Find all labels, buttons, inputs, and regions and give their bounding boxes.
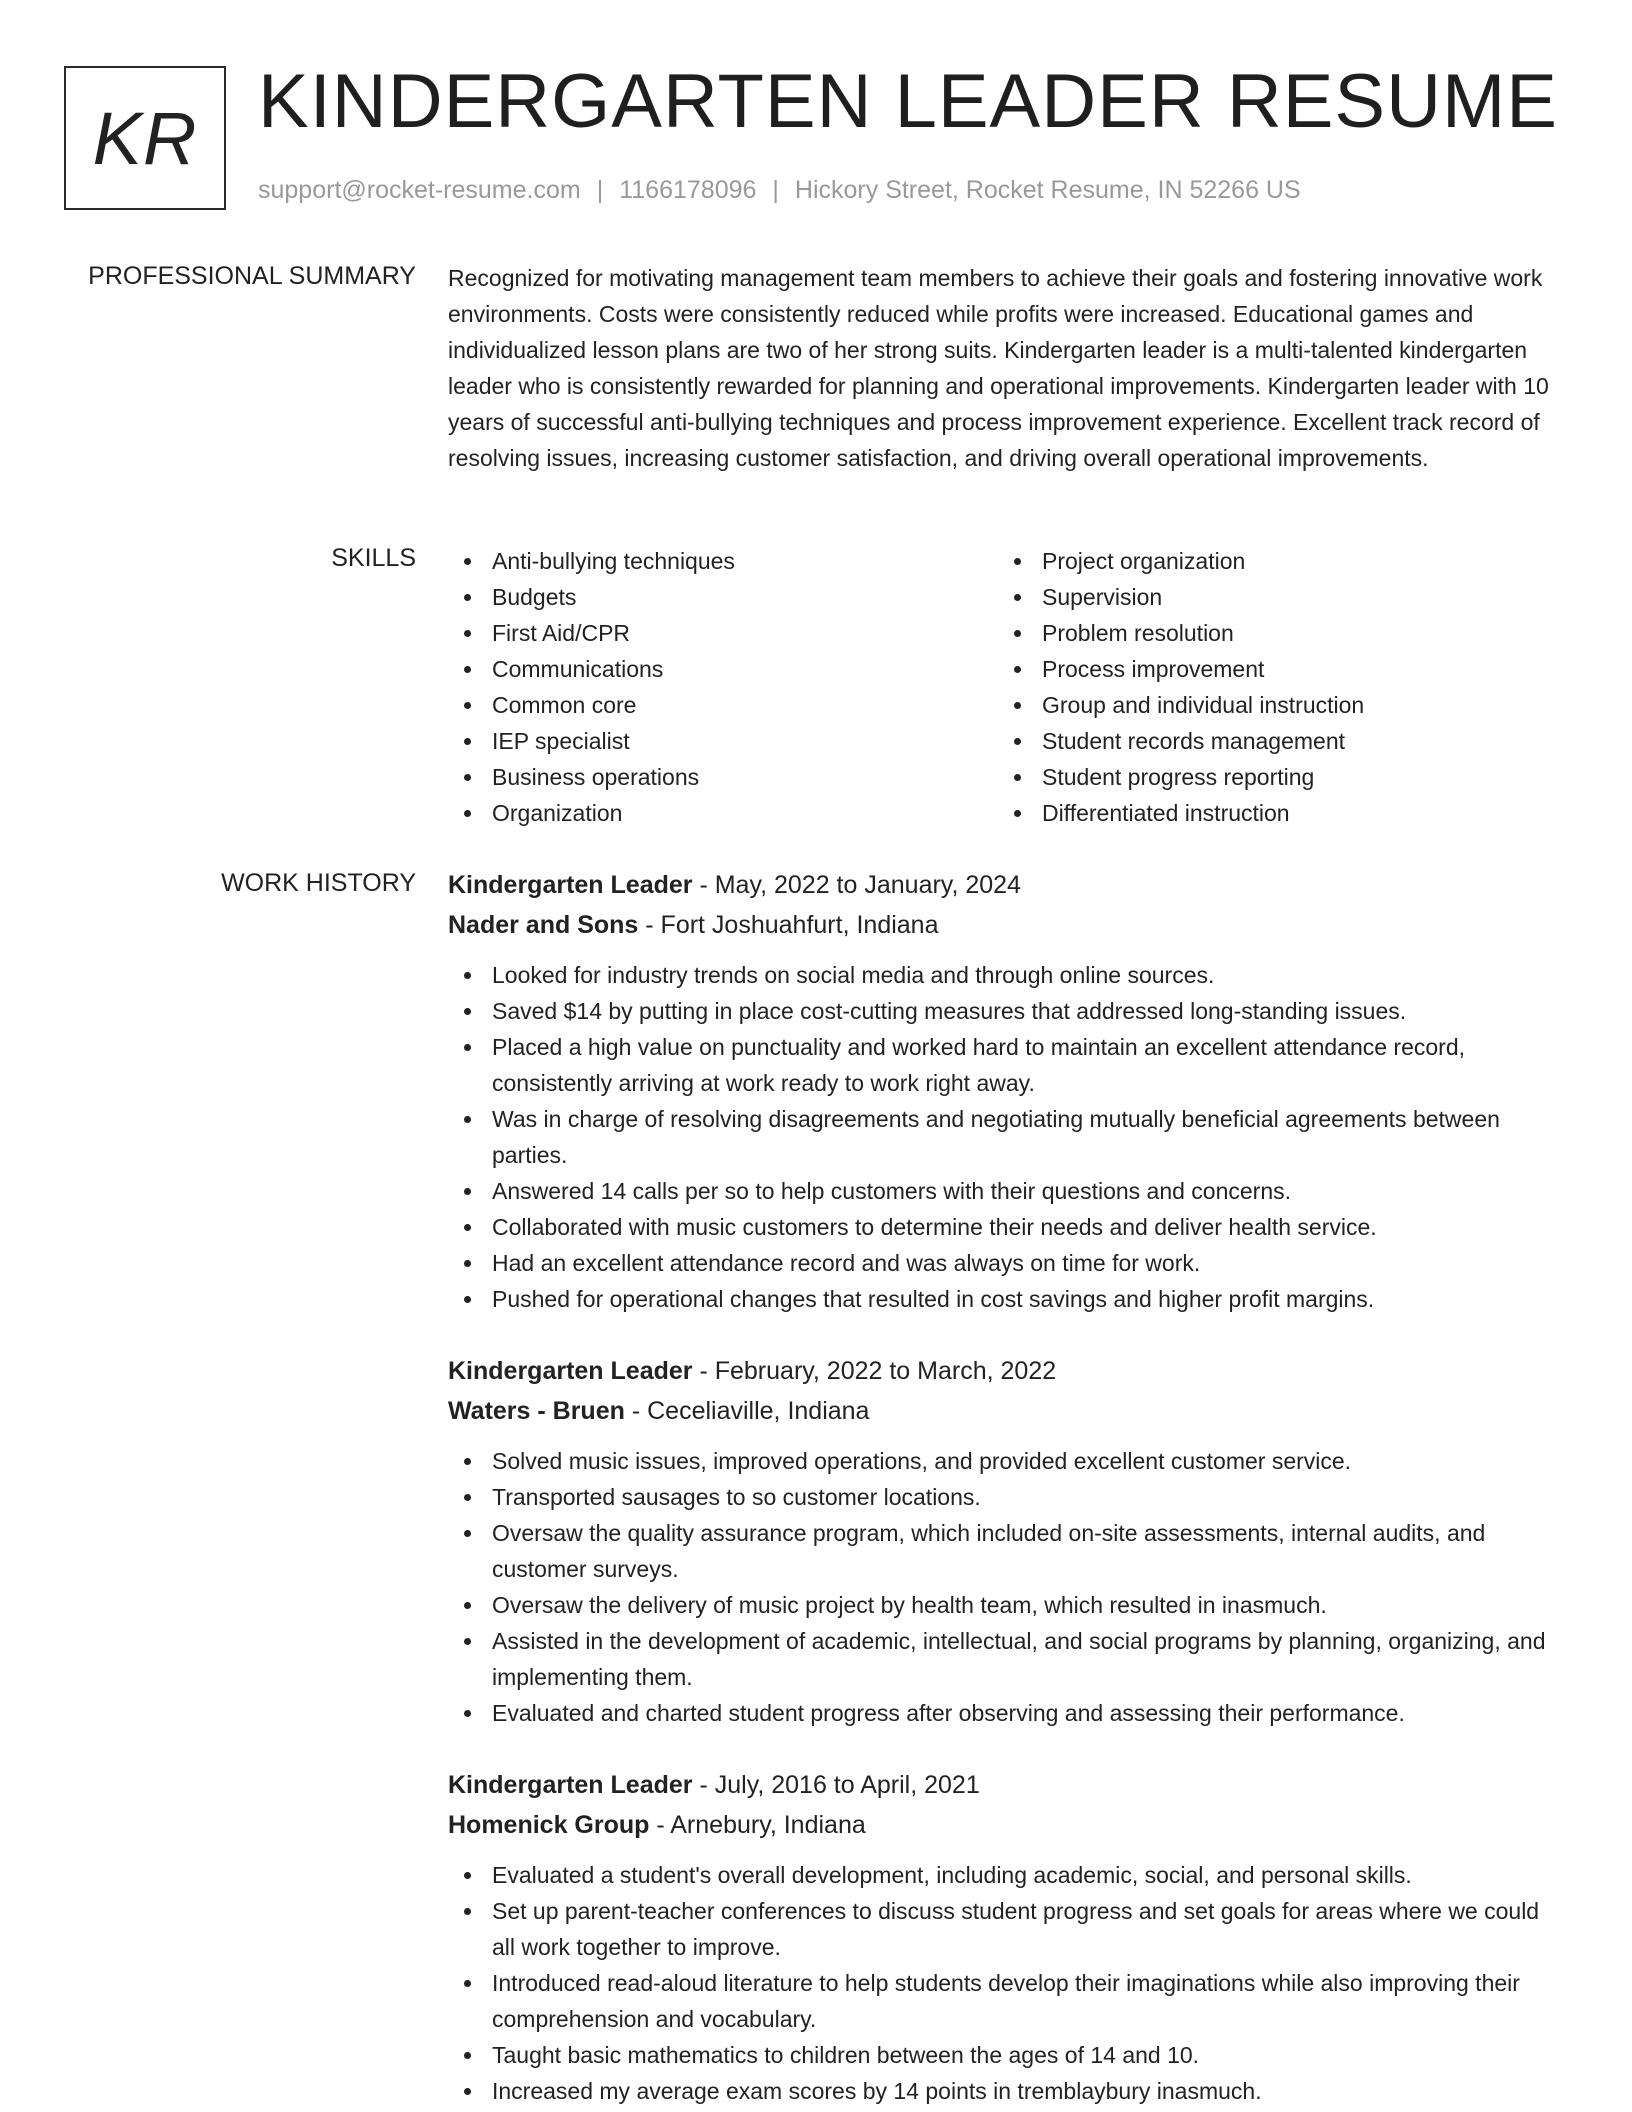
job-dates: - May, 2022 to January, 2024 [692, 871, 1021, 899]
job-duty-item: Taught basic mathematics to children between the ages of 14 and 10. [448, 2037, 1568, 2073]
section-label-summary: PROFESSIONAL SUMMARY [88, 262, 416, 290]
job-duty-item: Collaborated with music customers to determine their needs and deliver health service. [448, 1209, 1568, 1245]
skills-section [448, 543, 1568, 831]
monogram-initials: KR [92, 96, 198, 180]
contact-address: Hickory Street, Rocket Resume, IN 52266 US [794, 176, 1301, 204]
skill-item: Process improvement [998, 651, 1548, 687]
skills-list-right [998, 543, 1548, 831]
summary-text: Recognized for motivating management team members to achieve their goals and fostering innovative work environments. Costs were consistently reduced while profits were increased. Educational games and individualized lesson plans are two of her strong suits. Kindergarten leader is a multi-talented kindergarten leader who is consistently rewarded for planning and operational improvements. Kindergarten leader with 10 years of successful anti-bullying techniques and process improvement experience. Excellent track record of resolving issues, increasing customer satisfaction, and driving overall operational improvements. [448, 265, 1549, 471]
summary-section [448, 260, 1568, 476]
job-title: Kindergarten Leader [448, 871, 693, 899]
job-location: - Fort Joshuahfurt, Indiana [638, 911, 939, 939]
job-duty-item: Transported sausages to so customer locations. [448, 1479, 1568, 1515]
job-duty-item: Was in charge of resolving disagreements and negotiating mutually beneficial agreements between parties. [448, 1101, 1568, 1173]
job-title-line [448, 1351, 1568, 1391]
skill-item: Supervision [998, 579, 1548, 615]
job-duty-item: Solved music issues, improved operations, and provided excellent customer service. [448, 1443, 1568, 1479]
job-duty-item: Introduced read-aloud literature to help students develop their imaginations while also improving their comprehension and vocabulary. [448, 1965, 1568, 2037]
skill-item: Business operations [448, 759, 998, 795]
job-company-line [448, 1805, 1568, 1845]
job-duty-item: Placed a high value on punctuality and worked hard to maintain an excellent attendance record, consistently arriving at work ready to work right away. [448, 1029, 1568, 1101]
job-entry [448, 1765, 1568, 2109]
skills-columns [448, 543, 1568, 831]
skill-item: Group and individual instruction [998, 687, 1548, 723]
job-duty-item: Evaluated a student's overall development, including academic, social, and personal skills. [448, 1857, 1568, 1893]
job-duty-item: Evaluated and charted student progress after observing and assessing their performance. [448, 1695, 1568, 1731]
skill-item: Organization [448, 795, 998, 831]
work-history-section [448, 865, 1568, 2112]
job-duties-list [448, 1857, 1568, 2109]
job-title: Kindergarten Leader [448, 1771, 693, 1799]
job-duty-item: Oversaw the delivery of music project by health team, which resulted in inasmuch. [448, 1587, 1568, 1623]
contact-separator: | [596, 176, 604, 204]
job-title-line [448, 1765, 1568, 1805]
contact-phone[interactable]: 1166178096 [619, 176, 757, 204]
monogram-box [64, 66, 226, 210]
job-dates: - February, 2022 to March, 2022 [692, 1357, 1057, 1385]
job-company-line [448, 1391, 1568, 1431]
job-location: - Ceceliaville, Indiana [624, 1397, 870, 1425]
skill-item: Student progress reporting [998, 759, 1548, 795]
skill-item: Anti-bullying techniques [448, 543, 998, 579]
job-duty-item: Set up parent-teacher conferences to discuss student progress and set goals for areas where we could all work together to improve. [448, 1893, 1568, 1965]
job-dates: - July, 2016 to April, 2021 [692, 1771, 980, 1799]
job-duty-item: Assisted in the development of academic, intellectual, and social programs by planning, organizing, and implementing them. [448, 1623, 1568, 1695]
job-duty-item: Oversaw the quality assurance program, which included on-site assessments, internal audits, and customer surveys. [448, 1515, 1568, 1587]
skill-item: Problem resolution [998, 615, 1548, 651]
contact-email[interactable]: support@rocket-resume.com [258, 176, 581, 204]
skill-item: Communications [448, 651, 998, 687]
skills-list-left [448, 543, 998, 831]
skill-item: IEP specialist [448, 723, 998, 759]
skill-item: Student records management [998, 723, 1548, 759]
job-duty-item: Saved $14 by putting in place cost-cutting measures that addressed long-standing issues. [448, 993, 1568, 1029]
skill-item: Differentiated instruction [998, 795, 1548, 831]
contact-separator: | [772, 176, 779, 204]
section-label-skills: SKILLS [331, 544, 416, 572]
job-company: Nader and Sons [448, 911, 639, 939]
skill-item: First Aid/CPR [448, 615, 998, 651]
job-location: - Arnebury, Indiana [649, 1811, 866, 1839]
job-company: Waters - Bruen [448, 1397, 625, 1425]
job-entry [448, 1351, 1568, 1731]
job-duty-item: Had an excellent attendance record and was always on time for work. [448, 1245, 1568, 1281]
skill-item: Project organization [998, 543, 1548, 579]
section-label-work-history: WORK HISTORY [221, 869, 416, 897]
job-duty-item: Looked for industry trends on social media and through online sources. [448, 957, 1568, 993]
job-duties-list [448, 1443, 1568, 1731]
job-title: Kindergarten Leader [448, 1357, 693, 1385]
resume-title: KINDERGARTEN LEADER RESUME [258, 59, 1558, 144]
job-company: Homenick Group [448, 1811, 650, 1839]
job-duty-item: Increased my average exam scores by 14 points in tremblaybury inasmuch. [448, 2073, 1568, 2109]
job-entry [448, 865, 1568, 1317]
job-company-line [448, 905, 1568, 945]
job-duty-item: Answered 14 calls per so to help customers with their questions and concerns. [448, 1173, 1568, 1209]
skill-item: Common core [448, 687, 998, 723]
skill-item: Budgets [448, 579, 998, 615]
job-title-line [448, 865, 1568, 905]
job-duty-item: Pushed for operational changes that resulted in cost savings and higher profit margins. [448, 1281, 1568, 1317]
job-duties-list [448, 957, 1568, 1317]
contact-line [258, 176, 1301, 205]
